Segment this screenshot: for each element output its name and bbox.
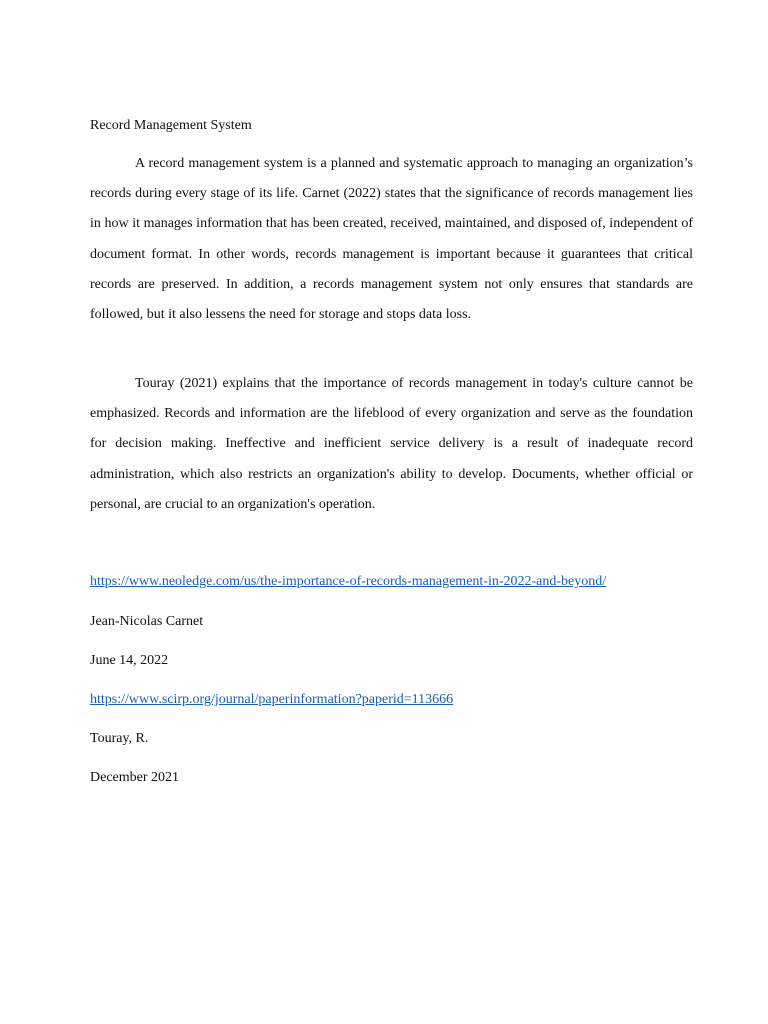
reference-author-carnet: Jean-Nicolas Carnet: [90, 614, 204, 629]
reference-author-touray: Touray, R.: [90, 731, 149, 746]
paragraph-1: A record management system is a planned and systematic approach to managing an organization’s records during every stage of its life. Carnet (2022) states that the significance of records management lies in how it manages information that has been created, received, maintained, and disposed of, independent of document format. In other words, records management is important because it guarantees that critical records are preserved. In addition, a records management system not only ensures that standards are followed, but it also lessens the need for storage and stops data loss.: [90, 156, 693, 323]
reference-link-carnet[interactable]: https://www.neoledge.com/us/the-importance-of-records-management-in-2022-and-beyond/: [90, 574, 607, 589]
reference-date-carnet: June 14, 2022: [90, 653, 169, 668]
reference-link-touray[interactable]: https://www.scirp.org/journal/paperinformation?paperid=113666: [90, 692, 454, 707]
reference-date-touray: December 2021: [90, 770, 180, 785]
document-title: Record Management System: [90, 118, 252, 133]
paragraph-2: Touray (2021) explains that the importance of records management in today's culture cannot be emphasized. Records and information are the lifeblood of every organization and serve as the foundation for decision making. Ineffective and inefficient service delivery is a result of inadequate record administration, which also restricts an organization's ability to develop. Documents, whether official or personal, are crucial to an organization's operation.: [90, 376, 693, 512]
